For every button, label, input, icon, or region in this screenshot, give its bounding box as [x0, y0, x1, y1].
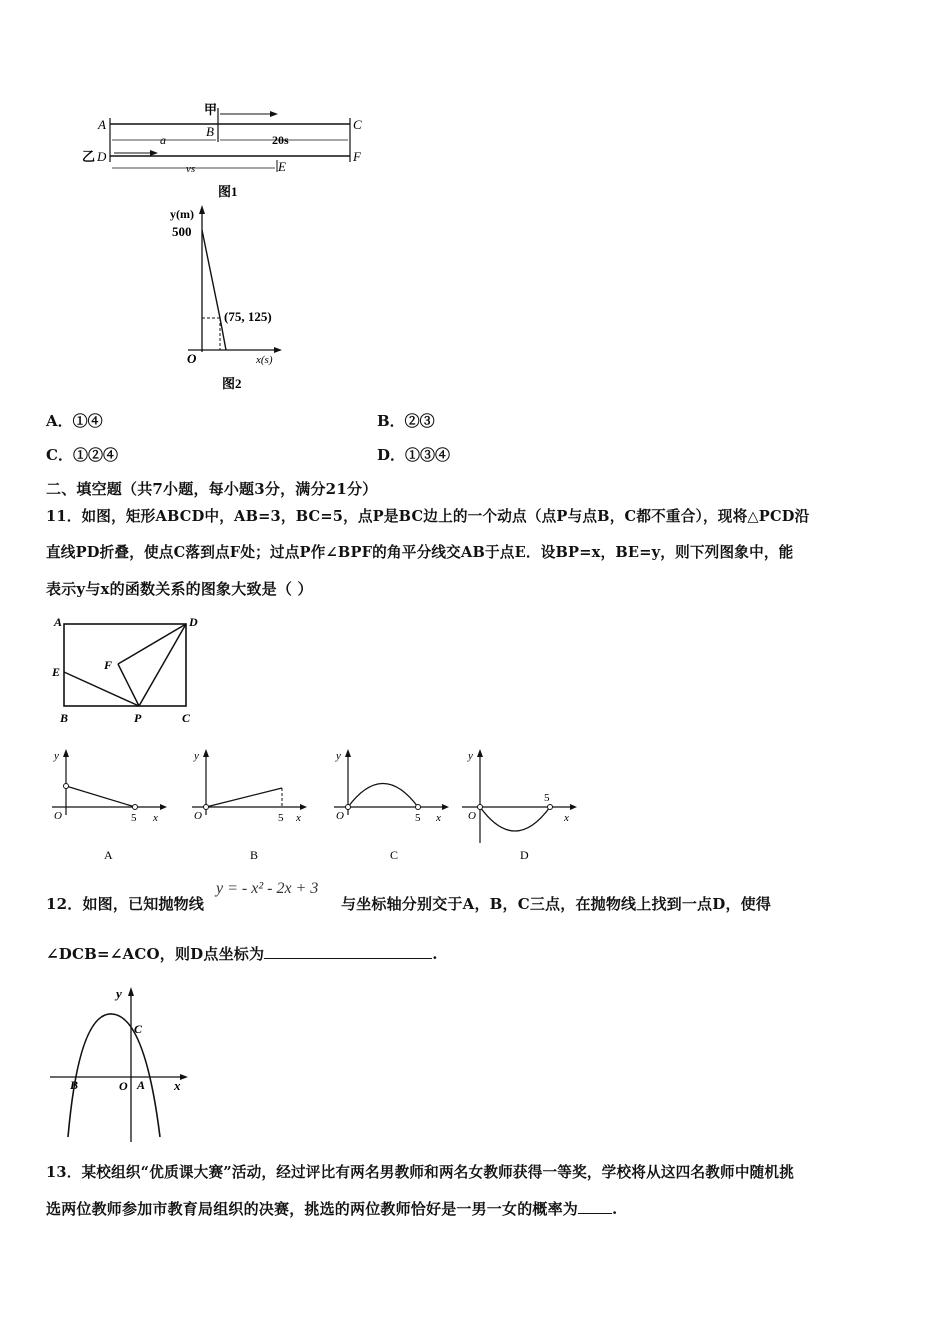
q13-line-2-text: 选两位教师参加市教育局组织的决赛，挑选的两位教师恰好是一男一女的概率为 [46, 1200, 579, 1218]
graph-c-five: 5 [415, 812, 421, 824]
distance-line [202, 230, 226, 350]
y-axis-label: y(m) [170, 207, 194, 221]
q13-line-2-end: . [612, 1200, 618, 1218]
rect-label-d: D [189, 615, 198, 629]
q13-line-1: 13．某校组织“优质课大赛”活动，经过评比有两名男教师和两名女教师获得一等奖，学校将从这四名教师中随机挑 [46, 1164, 795, 1181]
figure-2-caption: 图2 [222, 376, 242, 391]
graph-d-y-label: y [468, 750, 473, 762]
label-d-point: D [97, 149, 107, 164]
rect-label-e: E [52, 665, 61, 679]
graph-a-five: 5 [131, 812, 137, 824]
option-c[interactable]: C．①②④ [46, 446, 118, 464]
x-axis-label: x(s) [256, 354, 273, 366]
graph-b-caption: B [250, 848, 259, 862]
q12-label-c: C [134, 1022, 143, 1036]
label-e-point: E [278, 159, 286, 174]
graph-a-x-label: x [153, 812, 158, 824]
q12-line-2 [46, 943, 438, 964]
option-d[interactable]: D．①③④ [377, 446, 451, 464]
q12-label-x: x [174, 1078, 181, 1093]
q11-graph-d [458, 745, 588, 867]
label-b-point: B [206, 124, 214, 139]
origin-label: O [187, 351, 197, 366]
label-c-point: C [353, 117, 362, 132]
label-vs: vs [186, 163, 196, 175]
q12-parabola-figure [46, 982, 196, 1144]
q12-label-o: O [119, 1079, 128, 1093]
graph-d-caption: D [520, 848, 529, 862]
option-a[interactable]: A．①④ [46, 412, 103, 430]
q12-line-2-end: . [432, 945, 438, 963]
graph-b-origin: O [194, 810, 202, 822]
graph-b-y-label: y [194, 750, 199, 762]
graph-a-origin: O [54, 810, 62, 822]
rect-label-c: C [182, 711, 191, 725]
graph-c-x-label: x [436, 812, 441, 824]
q11-line-3: 表示y与x的函数关系的图象大致是（ ） [46, 580, 313, 598]
point-label: (75, 125) [224, 309, 272, 324]
graph-d-x-label: x [564, 812, 569, 824]
label-jia: 甲 [204, 102, 218, 117]
graph-d-origin: O [468, 810, 476, 822]
y-500-label: 500 [172, 224, 192, 239]
q11-graph-c [328, 745, 458, 867]
rectangle-abcd [64, 624, 186, 706]
graph-d-five: 5 [544, 792, 550, 804]
q11-graph-a [46, 745, 176, 867]
q12-line-1-prefix: 12．如图，已知抛物线 [46, 895, 205, 913]
graph-a-caption: A [104, 848, 113, 862]
q11-line-1: 11．如图，矩形ABCD中，AB=3，BC=5，点P是BC边上的一个动点（点P与点B，C都不重合），现将△PCD沿 [46, 508, 810, 525]
graph-b-five: 5 [278, 812, 284, 824]
figure-1-track-diagram [80, 100, 380, 200]
label-20s: 20s [272, 133, 289, 147]
figure-1-caption: 图1 [218, 184, 238, 199]
label-f-point: F [353, 149, 361, 164]
graph-c-origin: O [336, 810, 344, 822]
label-a-distance: a [160, 133, 166, 147]
figure-2-distance-graph [160, 200, 300, 395]
rect-label-p: P [134, 711, 142, 725]
q11-graph-b [186, 745, 316, 867]
q12-line-1-suffix: 与坐标轴分别交于A，B，C三点，在抛物线上找到一点D，使得 [341, 895, 772, 913]
option-b[interactable]: B．②③ [377, 412, 435, 430]
graph-b-x-label: x [296, 812, 301, 824]
rect-label-f: F [104, 658, 113, 672]
q12-answer-blank[interactable] [264, 944, 432, 959]
q13-line-2 [46, 1198, 617, 1219]
graph-c-caption: C [390, 848, 399, 862]
label-yi: 乙 [82, 149, 96, 164]
q11-rectangle-figure [44, 612, 214, 730]
graph-c-y-label: y [336, 750, 341, 762]
q11-line-2: 直线PD折叠，使点C落到点F处；过点P作∠BPF的角平分线交AB于点E．设BP=x，BE=y，则下列图象中，能 [46, 544, 794, 561]
q12-formula: y = - x² - 2x + 3 [216, 880, 319, 897]
label-a-point: A [98, 117, 106, 132]
rect-label-a: A [54, 615, 63, 629]
graph-a-y-label: y [54, 750, 59, 762]
rect-label-b: B [60, 711, 69, 725]
q12-label-a: A [137, 1078, 146, 1092]
q12-label-y: y [116, 986, 122, 1001]
q13-answer-blank[interactable] [578, 1199, 612, 1214]
q12-line-2-text: ∠DCB=∠ACO，则D点坐标为 [46, 945, 265, 963]
q12-label-b: B [70, 1078, 79, 1092]
parabola-curve [68, 1014, 160, 1137]
section-2-title: 二、填空题（共7小题，每小题3分，满分21分） [46, 480, 378, 498]
